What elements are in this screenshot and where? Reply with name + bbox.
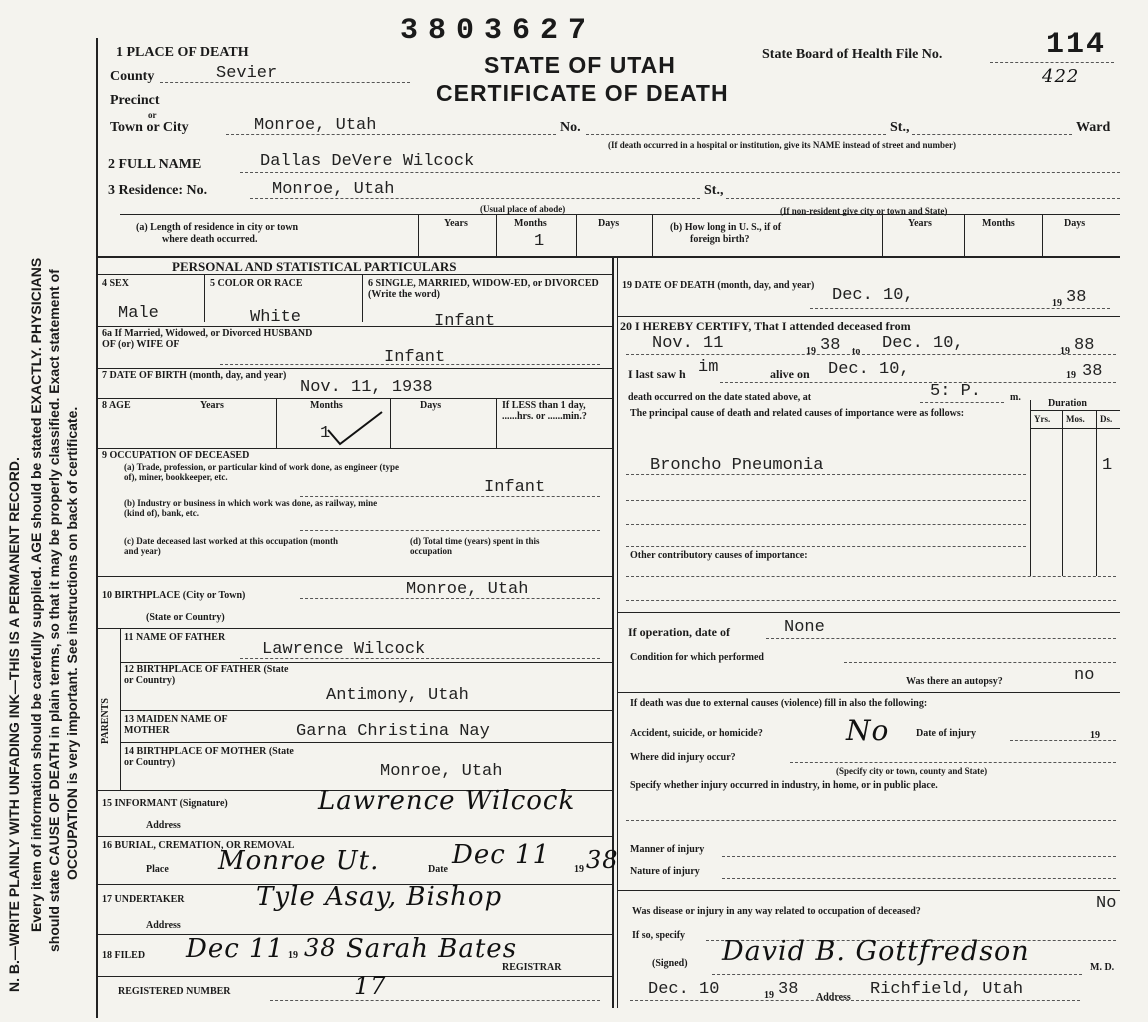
informant-signature: Lawrence Wilcock bbox=[318, 786, 576, 816]
attend-to-prefix: 19 bbox=[1060, 346, 1070, 357]
marital-value: Infant bbox=[434, 312, 496, 331]
occ-c-label: (c) Date deceased last worked at this occupation (month and year) bbox=[124, 536, 338, 556]
reg-number-value: 17 bbox=[354, 972, 387, 1000]
certify-label: 20 I HEREBY CERTIFY, That I attended deceased from bbox=[620, 319, 911, 333]
occurred-label: death occurred on the date stated above, at bbox=[628, 392, 812, 403]
occ-a-label: (a) Trade, profession, or particular kind of work done, as engineer (type of), miner, bookkeeper, etc. bbox=[124, 462, 400, 482]
mother-value: Garna Christina Nay bbox=[296, 722, 490, 741]
filed-year-prefix: 19 bbox=[288, 950, 298, 961]
dod-year: 38 bbox=[1066, 288, 1087, 307]
mother-label: 13 MAIDEN NAME OF MOTHER bbox=[124, 714, 228, 736]
less-than-label: If LESS than 1 day, ......hrs. or ......min.? bbox=[502, 400, 587, 422]
res-months: Months bbox=[514, 218, 547, 229]
last-saw-label: I last saw h bbox=[628, 367, 686, 381]
sex-value: Male bbox=[118, 304, 159, 323]
residence-label: 3 Residence: No. bbox=[108, 183, 208, 198]
filed-value: Dec 11 bbox=[186, 934, 285, 964]
death-time-m: m. bbox=[1010, 392, 1021, 403]
occupation-value: Infant bbox=[484, 478, 546, 497]
specify-label: Specify whether injury occurred in industry, in home, or in public place. bbox=[630, 780, 938, 791]
length-label-a: (a) Length of residence in city or town bbox=[136, 222, 299, 233]
marital-label: 6 SINGLE, MARRIED, WIDOW-ED, or DIVORCED (Write the word) bbox=[368, 278, 599, 300]
full-name-value: Dallas DeVere Wilcock bbox=[260, 152, 475, 171]
death-time: 5: P. bbox=[930, 382, 982, 401]
dob-value: Nov. 11, 1938 bbox=[300, 378, 433, 397]
file-sub: 422 bbox=[1042, 66, 1080, 87]
other-causes-label: Other contributory causes of importance: bbox=[630, 550, 808, 561]
age-label: 8 AGE bbox=[102, 400, 131, 411]
attend-from-prefix: 19 bbox=[806, 346, 816, 357]
autopsy-value: no bbox=[1074, 666, 1095, 685]
attend-to-year: 88 bbox=[1074, 336, 1095, 355]
where-sub: (Specify city or town, county and State) bbox=[836, 766, 988, 776]
father-label: 11 NAME OF FATHER bbox=[124, 632, 226, 643]
registrar-label: REGISTRAR bbox=[502, 962, 562, 973]
if-so-label: If so, specify bbox=[632, 930, 686, 941]
attend-from-year: 38 bbox=[820, 336, 841, 355]
external-label: If death was due to external causes (violence) fill in also the following: bbox=[630, 698, 928, 709]
burial-place-value: Monroe Ut. bbox=[218, 846, 380, 876]
occupation-label: 9 OCCUPATION OF DECEASED bbox=[102, 450, 250, 461]
mother-bp-label: 14 BIRTHPLACE OF MOTHER (State or Country) bbox=[124, 746, 294, 768]
age-days: Days bbox=[420, 400, 442, 411]
birthplace-value: Monroe, Utah bbox=[406, 580, 529, 599]
age-months-value: 1 bbox=[320, 424, 331, 443]
us-days: Days bbox=[1064, 218, 1086, 229]
side-note-1: N. B.—WRITE PLAINLY WITH UNFADING INK—THIS IS A PERMANENT RECORD. bbox=[6, 457, 22, 992]
burial-date-label: Date bbox=[428, 864, 448, 875]
cause-label: The principal cause of death and related causes of importance were as follows: bbox=[630, 408, 965, 419]
physician-signature: David B. Gottfredson bbox=[722, 936, 1030, 967]
sign-year-prefix: 19 bbox=[764, 990, 774, 1001]
side-note-3: should state CAUSE OF DEATH in plain terms, so that it may be properly classified. Exact statement of bbox=[46, 269, 62, 952]
birthplace-label: 10 BIRTHPLACE (City or Town) bbox=[102, 590, 246, 601]
autopsy-label: Was there an autopsy? bbox=[906, 676, 1003, 687]
foreign-b: foreign birth? bbox=[690, 234, 750, 245]
age-years: Years bbox=[200, 400, 224, 411]
occ-b-label: (b) Industry or business in which work was done, as railway, mine (kind of), bank, etc. bbox=[124, 498, 378, 518]
dod-value: Dec. 10, bbox=[832, 286, 914, 305]
disease-occ-label: Was disease or injury in any way related to occupation of deceased? bbox=[632, 906, 921, 917]
registrar-signature: Sarah Bates bbox=[346, 934, 518, 964]
form-left-border bbox=[96, 38, 98, 1018]
full-name-label: 2 FULL NAME bbox=[108, 157, 202, 172]
attend-to: Dec. 10, bbox=[882, 334, 964, 353]
duration-ds: Ds. bbox=[1100, 414, 1113, 424]
nonresident-note: (If non-resident give city or town and State) bbox=[780, 206, 948, 216]
color-label: 5 COLOR OR RACE bbox=[210, 278, 303, 289]
town-label: Town or City bbox=[110, 120, 189, 135]
birthplace-sub: (State or Country) bbox=[146, 612, 225, 623]
state-title: STATE OF UTAH bbox=[484, 52, 676, 78]
attend-to-label: to bbox=[852, 346, 861, 357]
color-value: White bbox=[250, 308, 302, 327]
abode-note: (Usual place of abode) bbox=[480, 204, 566, 214]
dod-label: 19 DATE OF DEATH (month, day, and year) bbox=[622, 280, 815, 291]
burial-date-value: Dec 11 bbox=[452, 840, 551, 870]
sign-address-label: Address bbox=[816, 992, 851, 1003]
length-label-b: where death occurred. bbox=[162, 234, 258, 245]
informant-address-label: Address bbox=[146, 820, 181, 831]
mother-bp-value: Monroe, Utah bbox=[380, 762, 503, 781]
last-saw-hw: im bbox=[698, 358, 719, 377]
father-value: Lawrence Wilcock bbox=[262, 640, 426, 659]
accident-label: Accident, suicide, or homicide? bbox=[630, 728, 763, 739]
residence-value: Monroe, Utah bbox=[272, 180, 395, 199]
duration-mos: Mos. bbox=[1066, 414, 1085, 424]
certificate-title: CERTIFICATE OF DEATH bbox=[436, 80, 729, 106]
serial-number: 3803627 bbox=[400, 14, 597, 48]
signed-label: (Signed) bbox=[652, 958, 688, 969]
us-months: Months bbox=[982, 218, 1015, 229]
undertaker-address-label: Address bbox=[146, 920, 181, 931]
us-years: Years bbox=[908, 218, 932, 229]
sign-date: Dec. 10 bbox=[648, 980, 720, 999]
attend-from: Nov. 11 bbox=[652, 334, 724, 353]
alive-date: Dec. 10, bbox=[828, 360, 910, 379]
duration-yrs: Yrs. bbox=[1034, 414, 1051, 424]
spouse-label: 6a If Married, Widowed, or Divorced HUSBAND OF (or) WIFE OF bbox=[102, 328, 313, 350]
father-bp-label: 12 BIRTHPLACE OF FATHER (State or Country) bbox=[124, 664, 289, 686]
res-years: Years bbox=[444, 218, 468, 229]
sign-address: Richfield, Utah bbox=[870, 980, 1024, 999]
side-note-4: OCCUPATION is very important. See instructions on back of certificate. bbox=[64, 406, 80, 880]
nature-label: Nature of injury bbox=[630, 866, 700, 877]
manner-label: Manner of injury bbox=[630, 844, 705, 855]
file-no-label: State Board of Health File No. bbox=[762, 47, 943, 62]
father-bp-value: Antimony, Utah bbox=[326, 686, 469, 705]
undertaker-value: Tyle Asay, Bishop bbox=[256, 882, 503, 912]
st-label: St., bbox=[890, 120, 910, 135]
spouse-value: Infant bbox=[384, 348, 446, 367]
cause-value: Broncho Pneumonia bbox=[650, 456, 824, 475]
filed-year: 38 bbox=[304, 934, 337, 962]
place-label: 1 PLACE OF DEATH bbox=[116, 45, 249, 60]
parents-label: PARENTS bbox=[100, 698, 111, 744]
filed-label: 18 FILED bbox=[102, 950, 146, 961]
res-months-value: 1 bbox=[534, 232, 545, 251]
file-no: 114 bbox=[1046, 28, 1107, 62]
burial-place-label: Place bbox=[146, 864, 169, 875]
where-label: Where did injury occur? bbox=[630, 752, 736, 763]
burial-year-prefix: 19 bbox=[574, 864, 584, 875]
precinct-label: Precinct bbox=[110, 93, 160, 108]
town-value: Monroe, Utah bbox=[254, 116, 377, 135]
undertaker-label: 17 UNDERTAKER bbox=[102, 894, 185, 905]
county-value: Sevier bbox=[216, 64, 278, 83]
hospital-note: (If death occurred in a hospital or institution, give its NAME instead of street and number) bbox=[608, 140, 957, 150]
condition-label: Condition for which performed bbox=[630, 652, 764, 663]
alive-year: 38 bbox=[1082, 362, 1103, 381]
residence-st-label: St., bbox=[704, 183, 724, 198]
alive-on-label: alive on bbox=[770, 367, 810, 381]
sex-label: 4 SEX bbox=[102, 278, 129, 289]
no-label: No. bbox=[560, 120, 581, 135]
dob-label: 7 DATE OF BIRTH (month, day, and year) bbox=[102, 370, 287, 381]
age-check-mark bbox=[326, 408, 386, 448]
operation-value: None bbox=[784, 618, 825, 637]
disease-occ-value: No bbox=[1096, 894, 1117, 913]
age-months: Months bbox=[310, 400, 343, 411]
accident-value: No bbox=[846, 714, 890, 747]
informant-label: 15 INFORMANT (Signature) bbox=[102, 798, 228, 809]
operation-label: If operation, date of bbox=[628, 625, 730, 639]
duration-label: Duration bbox=[1048, 398, 1087, 409]
alive-year-prefix: 19 bbox=[1066, 370, 1076, 381]
or-label: or bbox=[148, 110, 157, 120]
burial-label: 16 BURIAL, CREMATION, OR REMOVAL bbox=[102, 840, 295, 851]
injury-year-prefix: 19 bbox=[1090, 730, 1100, 741]
reg-number-label: REGISTERED NUMBER bbox=[118, 986, 231, 997]
column-divider bbox=[612, 256, 614, 1008]
sign-year: 38 bbox=[778, 980, 799, 999]
injury-date-label: Date of injury bbox=[916, 728, 976, 739]
res-days: Days bbox=[598, 218, 620, 229]
foreign-a: (b) How long in U. S., if of bbox=[670, 222, 782, 233]
cause-days: 1 bbox=[1102, 456, 1113, 475]
burial-year: 38 bbox=[586, 846, 619, 874]
ward-label: Ward bbox=[1076, 120, 1111, 135]
side-note-2: Every item of information should be carefully supplied. AGE should be stated EXACTLY. PHYSICIANS bbox=[28, 257, 44, 932]
dod-year-prefix: 19 bbox=[1052, 298, 1062, 309]
personal-heading: PERSONAL AND STATISTICAL PARTICULARS bbox=[172, 259, 457, 274]
md-label: M. D. bbox=[1090, 962, 1115, 973]
occ-d-label: (d) Total time (years) spent in this occupation bbox=[410, 536, 540, 556]
county-label: County bbox=[110, 69, 155, 84]
